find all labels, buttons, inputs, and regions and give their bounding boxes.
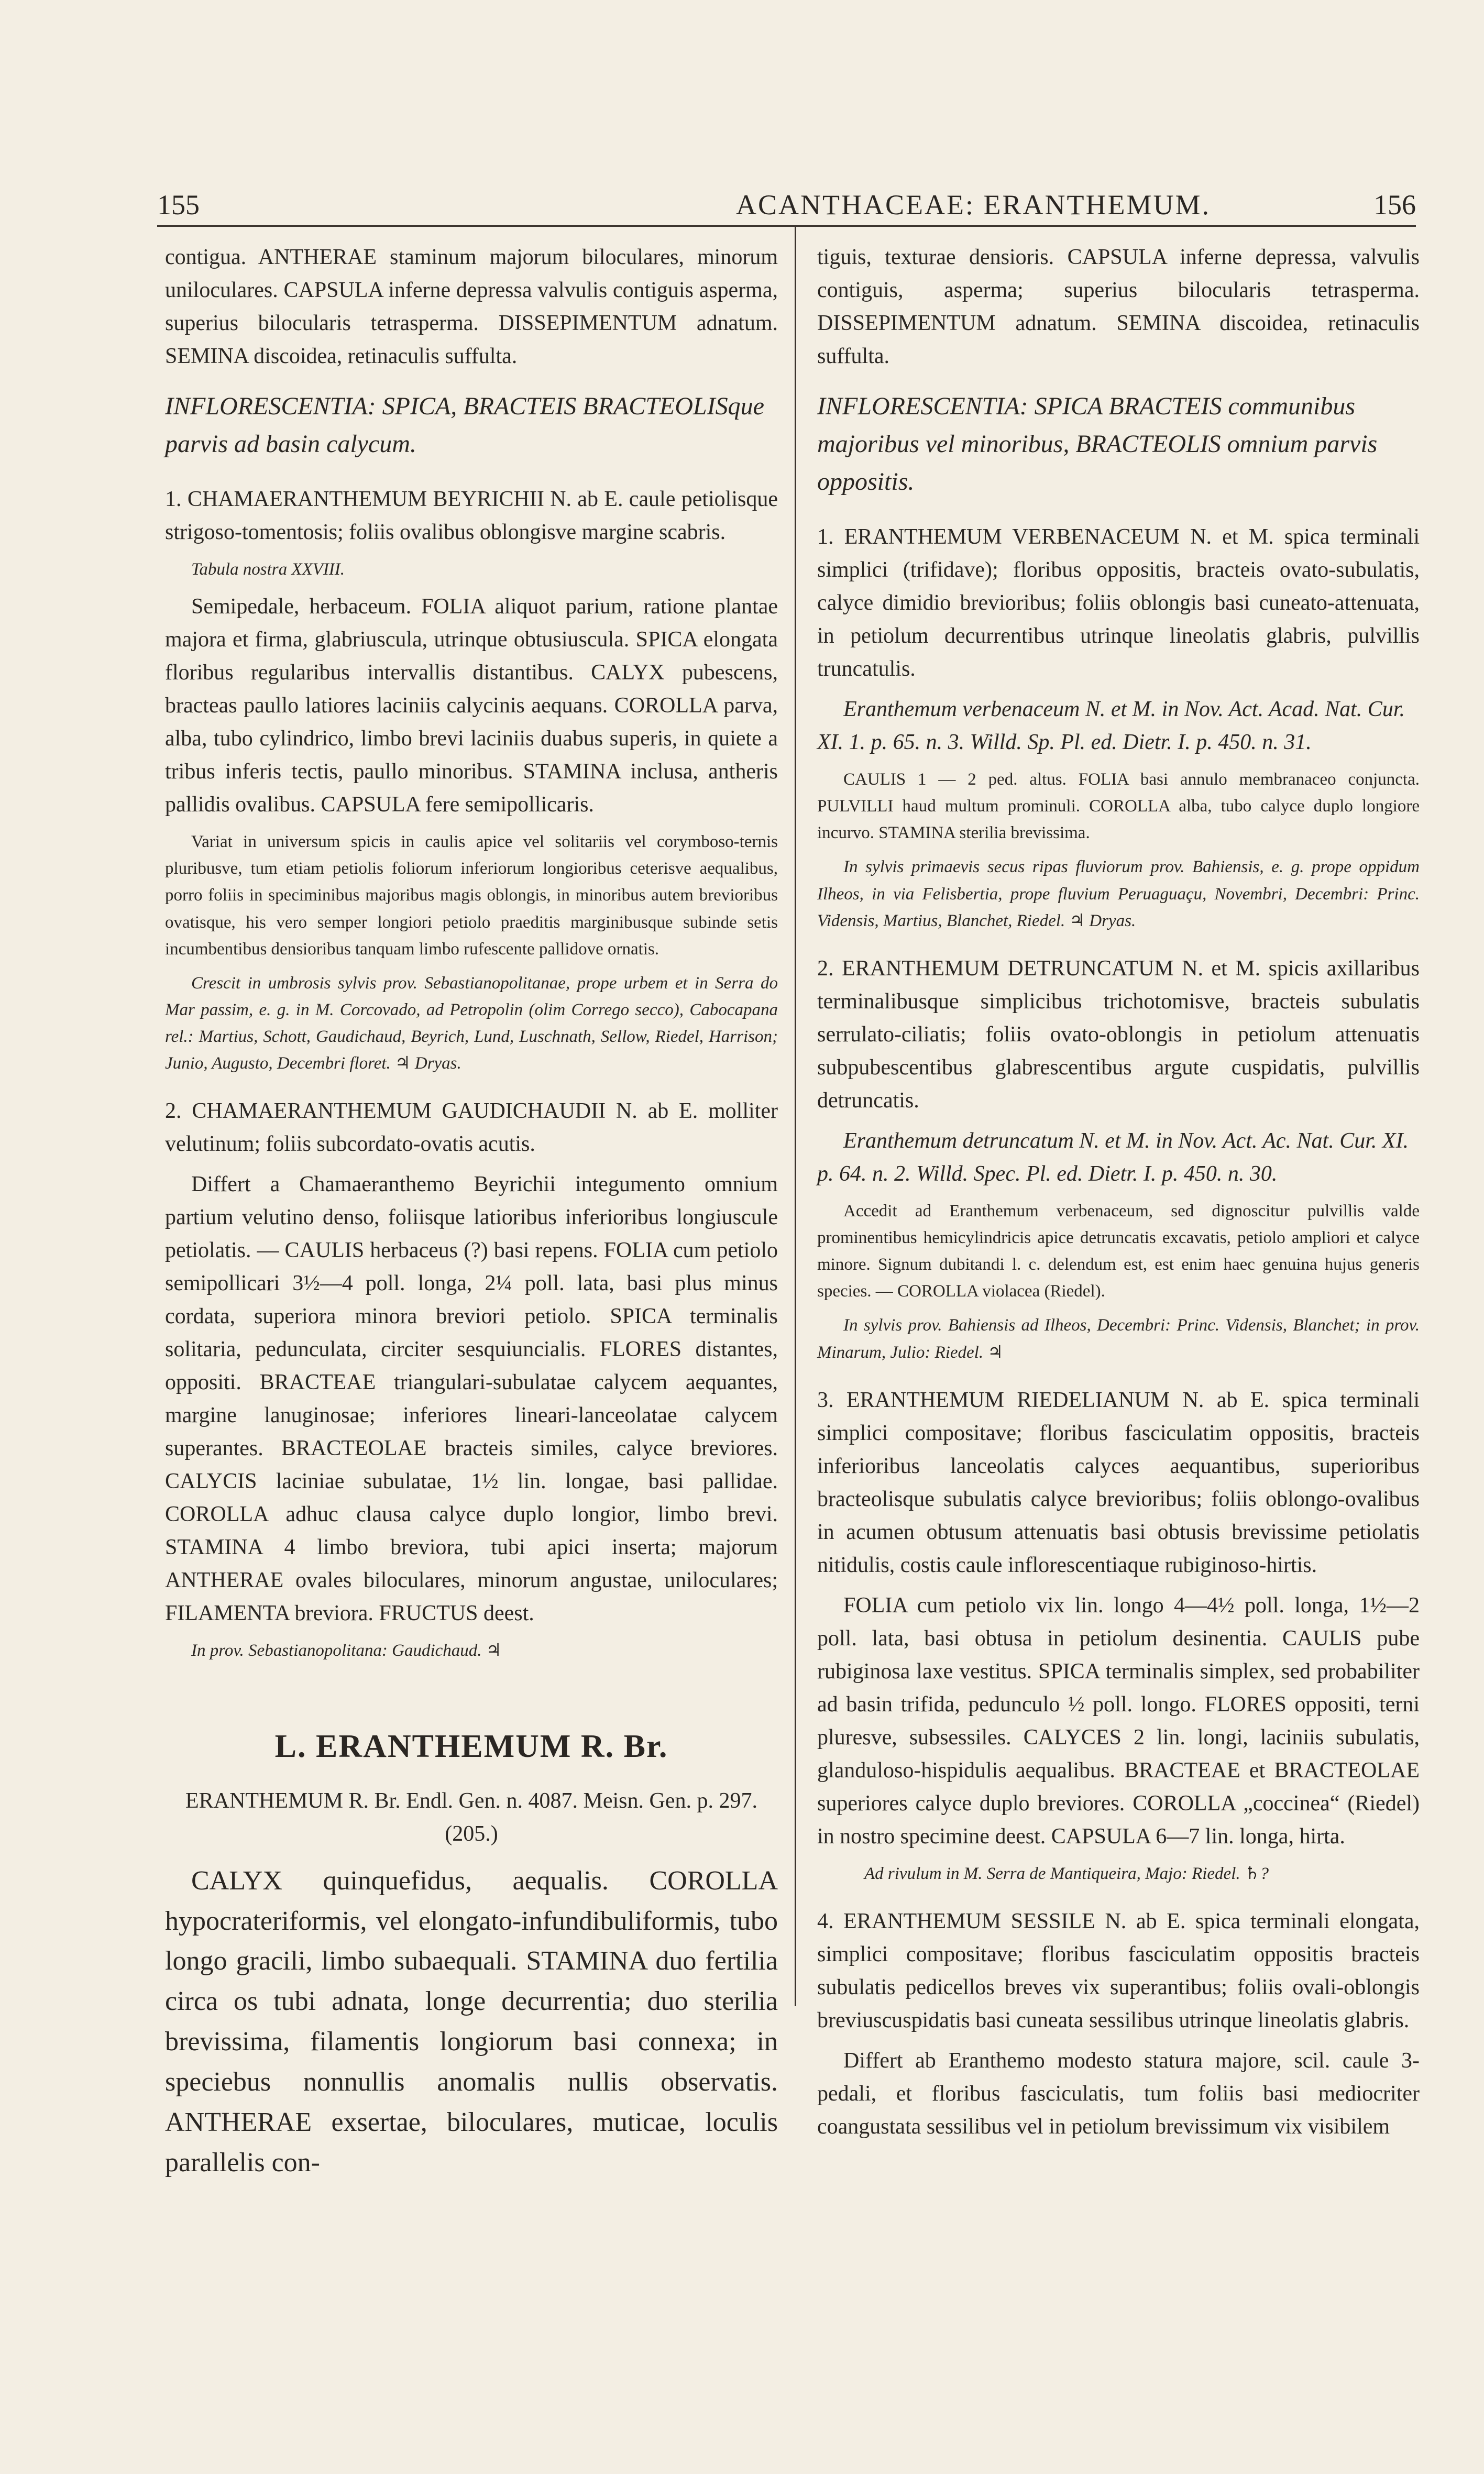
left-column <box>165 241 778 2191</box>
inflorescence-heading-right: INFLORESCENTIA: SPICA BRACTEIS communibus majoribus vel minoribus, BRACTEOLIS omnium parvis oppositis. <box>817 392 1378 496</box>
species-description-4: Accedit ad Eranthemum verbenaceum, sed dignoscitur pulvillis valde prominentibus hemicylindricis apice detruncatis excavatis, petiolo ampliori et calyce minore. Signum dubitandi l. c. delendum est, est enim haec genuina hujus generis species. — COROLLA violacea (Riedel). <box>817 1201 1420 1301</box>
species-locality-2: In prov. Sebastianopolitana: Gaudichaud. ♃ <box>191 1641 502 1661</box>
species-description-1: Semipedale, herbaceum. FOLIA aliquot parium, ratione plantae majora et firma, glabriuscula, utrinque obtusiuscula. SPICA elongata floribus regularibus intervallis distantibus. CALYX pubescens, bracteas paullo latiores laciniis calycinis aequans. COROLLA parva, alba, tubo cylindrico, limbo brevi laciniis duabus superis, in quiete a tribus inferis tectis, paullo minoribus. STAMINA inclusa, antheris pallidis ovalibus. CAPSULA fere semipollicaris. <box>165 595 778 817</box>
species-title-3: 1. ERANTHEMUM VERBENACEUM N. et M. spica terminali simplici (trifidave); floribus oppositis, bracteis ovato-subulatis, calyce dimidio brevioribus; foliis oblongis basi cuneato-attenuata, in petiolum decurrentibus utrinque lineolatis glabris, pulvillis truncatulis. <box>817 525 1420 681</box>
species-title-1: 1. CHAMAERANTHEMUM BEYRICHII N. ab E. caule petiolisque strigoso-tomentosis; foliis ovalibus oblongisve margine scabris. <box>165 487 778 544</box>
species-title-4: 2. ERANTHEMUM DETRUNCATUM N. et M. spicis axillaribus terminalibusque simplicibus trichotomisve, bracteis subulatis serrulato-ciliatis; foliis ovato-oblongis in petiolum attenuatis subpubescentibus glabrescentibus argute cuspidatis, pulvillis detruncatis. <box>817 956 1420 1113</box>
species-description-5: FOLIA cum petiolo vix lin. longo 4—4½ poll. longa, 1½—2 poll. lata, basi obtusa in petiolum desinentia. CAULIS pube rubiginosa laxe vestitus. SPICA terminalis simplex, sed probabiliter ad basin trifida, pedunculo ½ poll. longo. FLORES oppositi, terni pluresve, subsessiles. CALYCES 2 lin. longi, laciniis subulatis, glanduloso-hispidulis aequalibus. BRACTEAE et BRACTEOLAE superiores calyce duplo breviores. COROLLA „coccinea“ (Riedel) in nostro specimine deest. CAPSULA 6—7 lin. longa, hirta. <box>817 1593 1420 1849</box>
species-citation-3: Eranthemum verbenaceum N. et M. in Nov. Act. Acad. Nat. Cur. XI. 1. p. 65. n. 3. Willd. Sp. Pl. ed. Dietr. I. p. 450. n. 31. <box>817 697 1405 754</box>
species-description-3: CAULIS 1 — 2 ped. altus. FOLIA basi annulo membranaceo conjuncta. PULVILLI haud multum prominuli. COROLLA alba, tubo calyce duplo longiore incurvo. STAMINA sterilia brevissima. <box>817 770 1420 843</box>
species-title-6: 4. ERANTHEMUM SESSILE N. ab E. spica terminali elongata, simplici compositave; floribus fasciculatim oppositis bracteis subulatis pedicellos breves vix superantibus; foliis ovali-oblongis breviuscuspidatis basi cuneata sessilibus utrinque lineolatis glabris. <box>817 1909 1420 2032</box>
running-title: ACANTHACEAE: ERANTHEMUM. <box>736 189 1211 221</box>
plate-reference: Tabula nostra XXVIII. <box>191 560 345 579</box>
species-title-5: 3. ERANTHEMUM RIEDELIANUM N. ab E. spica terminali simplici compositave; floribus fasciculatim oppositis, bracteis inferioribus lanceolatis calyces aequantibus, superioribus bracteolisque subulatis calyce brevioribus; foliis oblongo-ovalibus in acumen obtusum attenuatis basi obtusis brevissime petiolatis nitidulis, costis caule inflorescentiaque rubiginoso-hirtis. <box>817 1388 1420 1577</box>
genus-description-continuation-right: tiguis, texturae densioris. CAPSULA inferne depressa, valvulis contiguis, asperma; superius bilocularis tetrasperma. DISSEPIMENTUM adnatum. SEMINA discoidea, retinaculis suffulta. <box>817 245 1420 368</box>
page-number-left: 155 <box>157 189 200 221</box>
inflorescence-heading: INFLORESCENTIA: SPICA, BRACTEIS BRACTEOLISque parvis ad basin calycum. <box>165 392 764 458</box>
species-title-2: 2. CHAMAERANTHEMUM GAUDICHAUDII N. ab E. molliter velutinum; foliis subcordato-ovatis acutis. <box>165 1099 778 1157</box>
species-citation-4: Eranthemum detruncatum N. et M. in Nov. Act. Ac. Nat. Cur. XI. p. 64. n. 2. Willd. Spec. Pl. ed. Dietr. I. p. 450. n. 30. <box>817 1128 1409 1186</box>
page-number-right: 156 <box>1373 189 1416 221</box>
genus-heading: L. ERANTHEMUM R. Br. <box>274 1728 668 1764</box>
right-column <box>817 241 1420 2151</box>
species-description-2: Differt a Chamaeranthemo Beyrichii integumento omnium partium velutino denso, foliisque latioribus inferioribus longiuscule petiolatis. — CAULIS herbaceus (?) basi repens. FOLIA cum petiolo semipollicari 3½—4 poll. longa, 2¼ poll. lata, basi plus minus cordata, superiora minora breviori petiolo. SPICA terminalis solitaria, pedunculata, circiter sesquiuncialis. FLORES distantes, oppositi. BRACTEAE triangulari-subulatae calycem aequantes, margine lanuginosae; inferiores lineari-lanceolatae calycem superantes. BRACTEOLAE bracteis similes, calyce breviores. CALYCIS laciniae subulatae, 1½ lin. longae, basi pallidae. COROLLA adhuc clausa calyce duplo longior, limbo brevi. STAMINA 4 limbo breviora, tubi apici inserta; majorum ANTHERAE ovales biloculares, minorum angustae, uniloculares; FILAMENTA breviora. FRUCTUS deest. <box>165 1172 778 1626</box>
genus-reference: ERANTHEMUM R. Br. Endl. Gen. n. 4087. Meisn. Gen. p. 297. (205.) <box>185 1788 757 1846</box>
genus-description: CALYX quinquefidus, aequalis. COROLLA hypocrateriformis, vel elongato-infundibuliformis, tubo longo gracili, limbo subaequali. STAMINA duo fertilia circa os tubi adnata, longe decurrentia; duo sterilia brevissima, filamentis longiorum basi connexa; in speciebus nonnullis anomalis nullis observatis. ANTHERAE exsertae, biloculares, muticae, loculis parallelis con- <box>165 1865 778 2178</box>
species-variation-1: Variat in universum spicis in caulis apice vel solitariis vel corymboso-ternis pluribusve, tum etiam petiolis foliorum inferiorum longioribus ceterisve aequalibus, porro foliis in speciminibus majoribus magis oblongis, in minoribus autem brevioribus ovatisque, his vero semper longiori petiolo praeditis marginibusque subinde setis incumbentibus densioribus tanquam limbo rufescente pallidove ornatis. <box>165 832 778 959</box>
species-locality-1: Crescit in umbrosis sylvis prov. Sebastianopolitanae, prope urbem et in Serra do Mar passim, e. g. in M. Corcovado, ad Petropolin (olim Corrego secco), Cabocapana rel.: Martius, Schott, Gaudichaud, Beyrich, Lund, Luschnath, Sellow, Riedel, Harrison; Junio, Augusto, Decembri floret. ♃ Dryas. <box>165 973 778 1073</box>
genus-description-continuation: contigua. ANTHERAE staminum majorum biloculares, minorum uniloculares. CAPSULA inferne depressa valvulis contiguis asperma, superius bilocularis tetrasperma. DISSEPIMENTUM adnatum. SEMINA discoidea, retinaculis suffulta. <box>165 245 778 368</box>
running-header <box>157 189 1416 227</box>
column-divider <box>795 225 796 2006</box>
species-locality-5: Ad rivulum in M. Serra de Mantiqueira, Majo: Riedel. ♄? <box>864 1864 1269 1883</box>
species-locality-4: In sylvis prov. Bahiensis ad Ilheos, Decembri: Princ. Vidensis, Blanchet; in prov. Minarum, Julio: Riedel. ♃ <box>817 1316 1420 1362</box>
species-description-6: Differt ab Eranthemo modesto statura majore, scil. caule 3-pedali, et floribus fasciculatis, tum foliis basi mediocriter coangustata sessilibus vel in petiolum brevissimum vix visibilem <box>817 2048 1420 2139</box>
species-locality-3: In sylvis primaevis secus ripas fluviorum prov. Bahiensis, e. g. prope oppidum Ilheos, in via Felisbertia, prope fluvium Peruaguaçu, Novembri, Decembri: Princ. Vidensis, Martius, Blanchet, Riedel. ♃ Dryas. <box>817 857 1420 930</box>
